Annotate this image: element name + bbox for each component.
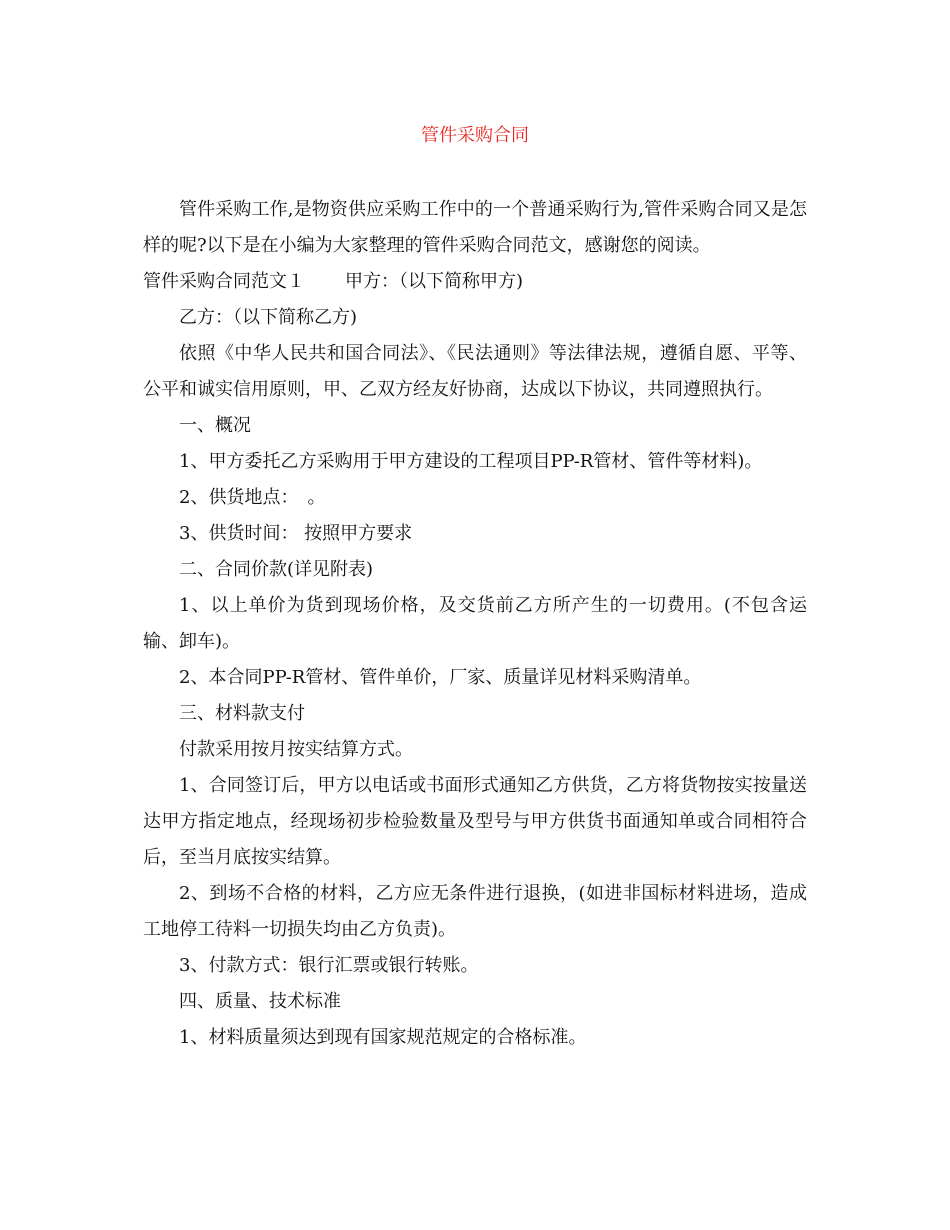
- section-3-intro: 付款采用按月按实结算方式。: [179, 739, 413, 760]
- section-3-item-2: 2、到场不合格的材料，乙方应无条件进行退换，(如进非国标材料进场，造成工地停工待料一切损失均由乙方负责)。: [143, 883, 807, 940]
- section-3-item-3: 3、付款方式：银行汇票或银行转账。: [179, 955, 479, 976]
- section-3-item-1: 1、合同签订后，甲方以电话或书面形式通知乙方供货，乙方将货物按实按量送达甲方指定地点，经现场初步检验数量及型号与甲方供货书面通知单或合同相符合后，至当月底按实结算。: [143, 775, 807, 868]
- section-1-item-3: 3、供货时间： 按照甲方要求: [179, 523, 413, 544]
- section-2-item-1: 1、以上单价为货到现场价格，及交货前乙方所产生的一切费用。(不包含运输、卸车)。: [143, 595, 807, 652]
- section-3-heading: 三、材料款支付: [179, 703, 305, 724]
- section-1-item-1: 1、甲方委托乙方采购用于甲方建设的工程项目PP-R管材、管件等材料)。: [179, 451, 763, 472]
- intro-paragraph: 管件采购工作,是物资供应采购工作中的一个普通采购行为,管件采购合同又是怎样的呢?以下是在小编为大家整理的管件采购合同范文，感谢您的阅读。: [143, 199, 807, 256]
- document-body: [143, 192, 807, 1056]
- preamble-paragraph: 依照《中华人民共和国合同法》、《民法通则》等法律法规，遵循自愿、平等、公平和诚实信用原则，甲、乙双方经友好协商，达成以下协议，共同遵照执行。: [143, 343, 807, 400]
- party-a: 甲方：（以下简称甲方): [345, 271, 524, 292]
- section-4-item-1: 1、材料质量须达到现有国家规范规定的合格标准。: [179, 1027, 587, 1048]
- section-2-item-2: 2、本合同PP-R管材、管件单价，厂家、质量详见材料采购清单。: [179, 667, 702, 688]
- sample-heading: 管件采购合同范文１: [143, 271, 305, 292]
- section-1-heading: 一、概况: [179, 415, 251, 436]
- section-4-heading: 四、质量、技术标准: [179, 991, 341, 1012]
- party-b: 乙方：（以下简称乙方): [179, 307, 358, 328]
- section-1-item-2: 2、供货地点： 。: [179, 487, 326, 508]
- document-title: 管件采购合同: [421, 125, 529, 146]
- sample-heading-line: [143, 264, 807, 300]
- section-2-heading: 二、合同价款(详见附表): [179, 559, 374, 580]
